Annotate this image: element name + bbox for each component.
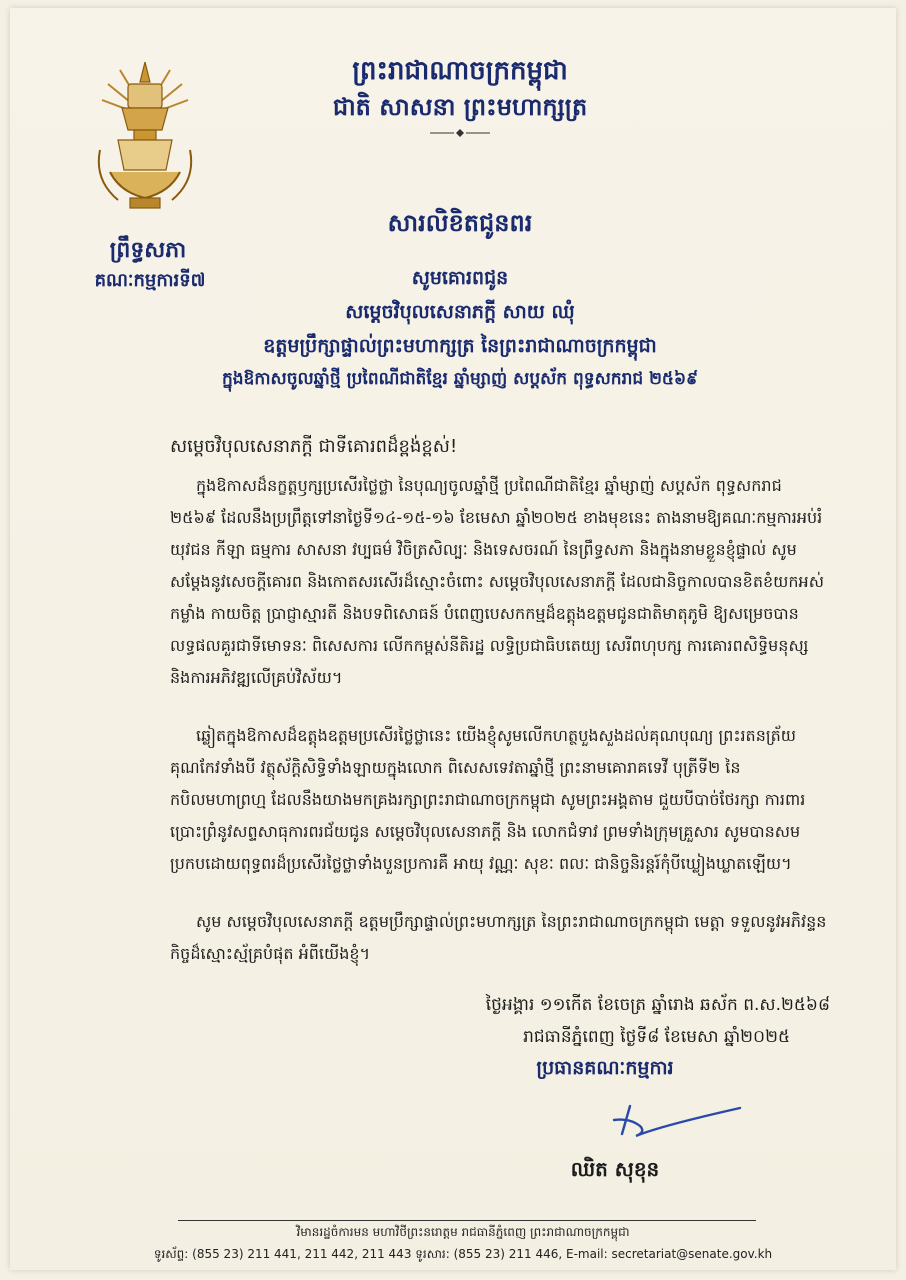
footer-contact: ទូរស័ព្ទ: (855 23) 211 441, 211 442, 211 443 ទូរសារ: (855 23) 211 446, E-mail: secretariat@senate.gov.kh — [153, 1247, 773, 1261]
handwritten-signature — [600, 1096, 750, 1146]
place-date: រាជធានីភ្នំពេញ ថ្ងៃទី៨ ខែមេសា ឆ្នាំ២០២៥ — [523, 1027, 790, 1047]
addressee-line: ឧត្តមប្រឹក្សាផ្ទាល់ព្រះមហាក្សត្រ នៃព្រះរាជាណាចក្រកម្ពុជា — [263, 335, 657, 357]
senate-name: ព្រឹទ្ធសភា — [109, 238, 187, 263]
divider-ornament-icon — [430, 126, 490, 140]
body-paragraph: ឆ្លៀតក្នុងឱកាសដ៏ឧត្តុងឧត្តមប្រសើរថ្លៃថ្លានេះ យើងខ្ញុំសូមលើកហត្ថបួងសួងដល់គុណបុណ្យ ព្រះរតនត្រ័យគុណកែវទាំងបី វត្ថុស័ក្តិសិទ្ធិទាំងឡាយក្នុងលោក ពិសេសទេវតាឆ្នាំថ្មី ព្រះនាមគោរាគទេវី បុត្រីទី២ នៃកបិលមហាព្រហ្ម ដែលនឹងយាងមកគ្រងរក្សាព្រះរាជាណាចក្រកម្ពុជា សូមព្រះអង្គតាម ជួយបីបាច់ថែរក្សា ការពារ ប្រោះព្រំនូវសព្ទសាធុការពរជ័យជូន សម្តេចវិបុលសេនាភក្តី និង លោកជំទាវ ព្រមទាំងក្រុមគ្រួសារ សូមបានសមប្រកបដោយពុទ្ធពរដ៏ប្រសើរថ្លៃថ្លាទាំងបួនប្រការគឺ អាយុ វណ្ណៈ សុខៈ ពលៈ ជានិច្ចនិរន្តរ៍កុំបីឃ្លៀងឃ្លាតឡើយ។ — [170, 726, 806, 873]
salutation: សម្តេចវិបុលសេនាភក្តី ជាទីគោរពដ៏ខ្ពង់ខ្ពស់! — [170, 436, 458, 457]
addressee-line: សម្តេចវិបុលសេនាភក្តី សាយ ឈុំ — [345, 301, 575, 323]
body-paragraph: ក្នុងឱកាសដ៏នក្ខត្តឫក្សប្រសើរថ្លៃថ្លា នៃបុណ្យចូលឆ្នាំថ្មី ប្រពៃណីជាតិខ្មែរ ឆ្នាំម្សាញ់ សប្តស័ក ពុទ្ធសករាជ ២៥៦៩ ដែលនឹងប្រព្រឹត្តទៅនាថ្ងៃទី១៤-១៥-១៦ ខែមេសា ឆ្នាំ២០២៥ ខាងមុខនេះ តាងនាមឱ្យគណៈកម្មការអប់រំ យុវជន កីឡា ធម្មការ សាសនា វប្បធម៌ វិចិត្រសិល្បៈ និងទេសចរណ៍ នៃព្រឹទ្ធសភា និងក្នុងនាមខ្លួនខ្ញុំផ្ទាល់ សូមសម្តែងនូវសេចក្តីគោរព និងកោតសរសើរដ៏ស្មោះចំពោះ សម្តេចវិបុលសេនាភក្តី ដែលជានិច្ចកាលបានខិតខំយកអស់កម្លាំង កាយចិត្ត ប្រាជ្ញាស្មារតី និងបទពិសោធន៍ បំពេញបេសកកម្មដ៏ឧត្តុងឧត្តមជូនជាតិមាតុភូមិ ឱ្យសម្រេចបានលទ្ធផលគួរជាទីមោទនៈ ពិសេសការ លើកកម្ពស់នីតិរដ្ឋ លទ្ធិប្រជាធិបតេយ្យ សេរីពហុបក្ស ការគោរពសិទ្ធិមនុស្ស និងការអភិវឌ្ឍលើគ្រប់វិស័យ។ — [170, 476, 824, 687]
letter-page — [10, 8, 896, 1270]
addressee-line: សូមគោរពជូន — [411, 267, 509, 289]
document-title: សារលិខិតជូនពរ — [387, 209, 533, 237]
kingdom-heading: ព្រះរាជាណាចក្រកម្ពុជា — [352, 56, 568, 86]
footer-divider — [178, 1220, 756, 1221]
signatory-title: ប្រធានគណៈកម្មការ — [536, 1057, 674, 1079]
addressee-line: ក្នុងឱកាសចូលឆ្នាំថ្មី ប្រពៃណីជាតិខ្មែរ ឆ្នាំម្សាញ់ សប្តស័ក ពុទ្ធសករាជ ២៥៦៩ — [221, 369, 699, 389]
national-motto: ជាតិ សាសនា ព្រះមហាក្សត្រ — [332, 93, 588, 121]
lunar-date: ថ្ងៃអង្គារ ១១កើត ខែចេត្រ ឆ្នាំរោង ឆស័ក ព.ស.២៥៦៨ — [485, 995, 830, 1015]
senate-emblem-icon — [90, 60, 200, 210]
committee-name: គណៈកម្មការទី៧ — [94, 270, 206, 291]
body-paragraph: សូម សម្តេចវិបុលសេនាភក្តី ឧត្តមប្រឹក្សាផ្ទាល់ព្រះមហាក្សត្រ នៃព្រះរាជាណាចក្រកម្ពុជា មេត្តា ទទួលនូវអភិវន្ទនកិច្ចដ៏ស្មោះស្ម័គ្របំផុត អំពីយើងខ្ញុំ។ — [170, 912, 827, 963]
footer-address: វិមានរដ្ឋចំការមន មហាវិថីព្រះនរោត្តម រាជធានីភ្នំពេញ ព្រះរាជាណាចក្រកម្ពុជា — [296, 1225, 630, 1239]
signatory-name: ឈិត សុខុន — [570, 1157, 660, 1181]
